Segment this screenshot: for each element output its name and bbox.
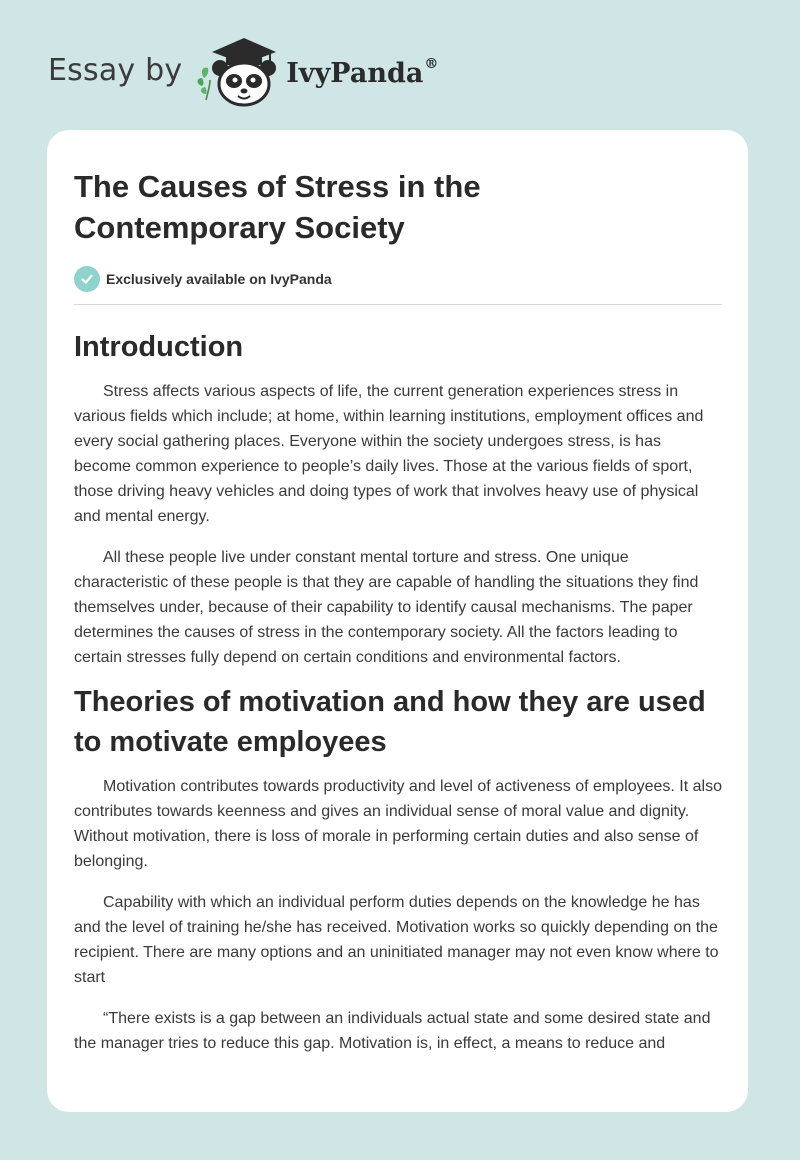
paragraph: “There exists is a gap between an individuals actual state and some desired state and the manager tries to reduce this gap. Motivation is, in effect, a means to reduce and [74, 1010, 711, 1052]
exclusive-label: Exclusively available on IvyPanda [106, 271, 332, 287]
panda-logo-icon [196, 34, 282, 108]
site-header [48, 34, 438, 108]
brand-name: IvyPanda® [286, 55, 439, 89]
essay-card [47, 130, 748, 1112]
essay-by-label: Essay by [48, 53, 183, 88]
section-heading-introduction: Introduction [74, 331, 244, 363]
paragraph: Stress affects various aspects of life, the current generation experiences stress in various fields which include; at home, within learning institutions, employment offices and every social gathering places. Everyone within the society undergoes stress, is has become common experience to people’s daily lives. Those at the various fields of sport, those driving heavy vehicles and doing types of work that involves heavy use of physical and mental energy. [74, 383, 704, 525]
ivypanda-logo[interactable] [196, 34, 438, 108]
ivy-leaf-icon [198, 68, 211, 100]
check-circle-icon [74, 266, 100, 292]
page-title: The Causes of Stress in the Contemporary Society [74, 169, 481, 245]
divider [74, 304, 722, 305]
exclusive-badge [74, 266, 722, 292]
section-heading-theories: Theories of motivation and how they are used to motivate employees [74, 686, 706, 758]
paragraph: All these people live under constant mental torture and stress. One unique characteristic of these people is that they are capable of handling the situations they find themselves under, because of their capability to identify causal mechanisms. The paper determines the causes of stress in the contemporary society. All the factors leading to certain stresses fully depend on certain conditions and environmental factors. [74, 549, 699, 666]
paragraph: Motivation contributes towards productivity and level of activeness of employees. It also contributes towards keenness and gives an individual sense of moral value and dignity. Without motivation, there is loss of morale in performing certain duties and also sense of belonging. [74, 778, 722, 870]
paragraph: Capability with which an individual perform duties depends on the knowledge he has and the level of training he/she has received. Motivation works so quickly depending on the recipient. There are many options and an uninitiated manager may not even know where to start [74, 894, 719, 986]
